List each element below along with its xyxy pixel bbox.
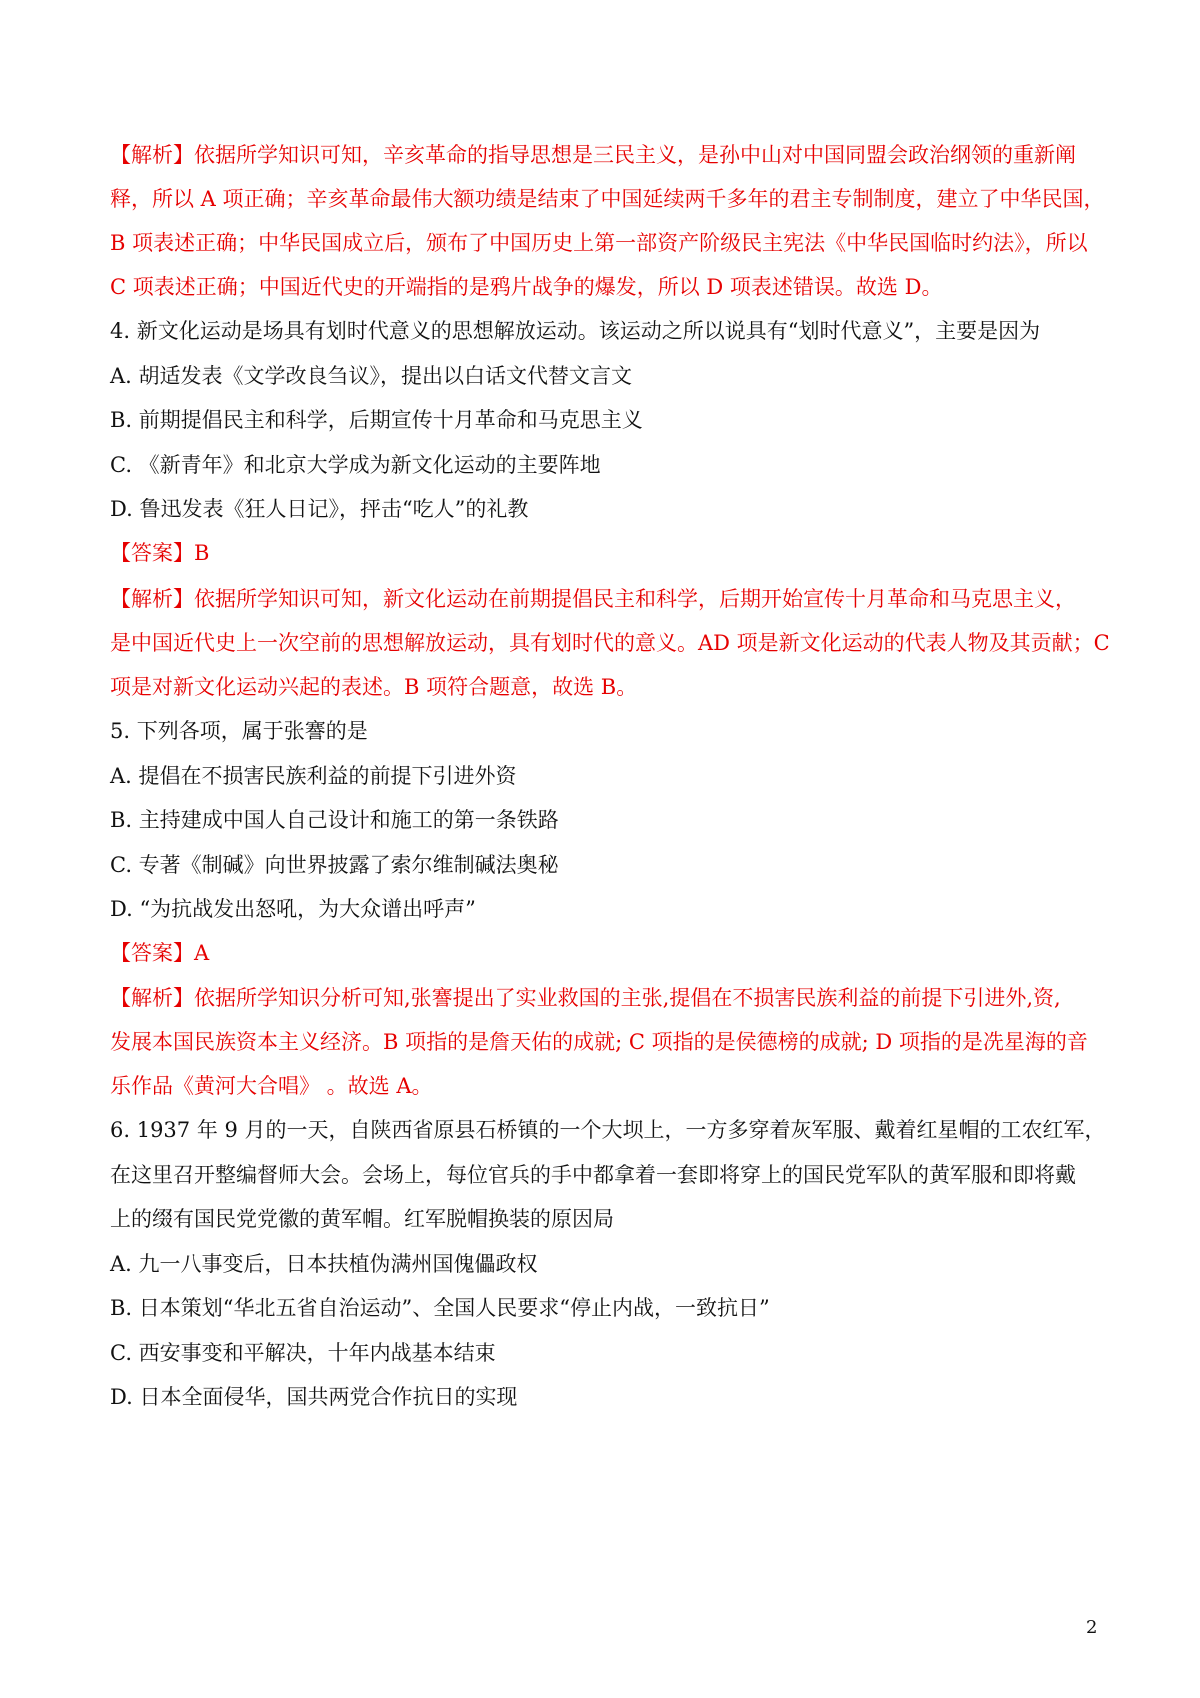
q3-analysis-line-3: B 项表述正确；中华民国成立后，颁布了中国历史上第一部资产阶级民主宪法《中华民国临时约法》，所以 bbox=[110, 231, 1088, 255]
page-number: 2 bbox=[1086, 1617, 1098, 1638]
analysis-text: 依据所学知识分析可知,张謇提出了实业救国的主张,提倡在不损害民族利益的前提下引进外,资, bbox=[194, 986, 1061, 1010]
q4-option-a: A. 胡适发表《文学改良刍议》，提出以白话文代替文言文 bbox=[110, 364, 633, 388]
analysis-text: 依据所学知识可知，辛亥革命的指导思想是三民主义，是孙中山对中国同盟会政治纲领的重新阐 bbox=[194, 143, 1076, 167]
q6-option-c: C. 西安事变和平解决，十年内战基本结束 bbox=[110, 1341, 496, 1365]
q5-stem: 5. 下列各项，属于张謇的是 bbox=[110, 719, 368, 743]
q6-stem-line-1: 6. 1937 年 9 月的一天，自陕西省原县石桥镇的一个大坝上，一方多穿着灰军服、戴着红星帽的工农红军， bbox=[110, 1118, 1106, 1142]
q6-option-d: D. 日本全面侵华，国共两党合作抗日的实现 bbox=[110, 1385, 518, 1409]
answer-value: B bbox=[194, 541, 210, 565]
q5-answer bbox=[110, 938, 209, 968]
q6-option-a: A. 九一八事变后，日本扶植伪满州国傀儡政权 bbox=[110, 1252, 538, 1276]
q4-analysis-line-1 bbox=[110, 584, 1076, 614]
q3-analysis-line-2: 释，所以 A 项正确；辛亥革命最伟大额功绩是结束了中国延续两千多年的君主专制制度，建立了中华民国， bbox=[110, 187, 1105, 211]
q3-analysis-line-1 bbox=[110, 140, 1076, 170]
q5-option-c: C. 专著《制碱》向世界披露了索尔维制碱法奥秘 bbox=[110, 853, 559, 877]
q6-stem-line-3: 上的缀有国民党党徽的黄军帽。红军脱帽换装的原因局 bbox=[110, 1207, 614, 1231]
analysis-tag: 【解析】 bbox=[110, 986, 194, 1010]
q4-analysis-line-3: 项是对新文化运动兴起的表述。B 项符合题意，故选 B。 bbox=[110, 675, 638, 699]
answer-tag: 【答案】 bbox=[110, 941, 194, 965]
analysis-tag: 【解析】 bbox=[110, 587, 194, 611]
q5-option-a: A. 提倡在不损害民族利益的前提下引进外资 bbox=[110, 764, 517, 788]
answer-value: A bbox=[194, 941, 210, 965]
q4-answer bbox=[110, 538, 209, 568]
q5-analysis-line-3: 乐作品《黄河大合唱》 。故选 A。 bbox=[110, 1074, 433, 1098]
q6-option-b: B. 日本策划“华北五省自治运动”、全国人民要求“停止内战，一致抗日” bbox=[110, 1296, 770, 1320]
q5-analysis-line-1 bbox=[110, 983, 1061, 1013]
analysis-tag: 【解析】 bbox=[110, 143, 194, 167]
q4-stem: 4. 新文化运动是场具有划时代意义的思想解放运动。该运动之所以说具有“划时代意义”，主要是因为 bbox=[110, 319, 1041, 343]
q5-option-d: D. “为抗战发出怒吼，为大众谱出呼声” bbox=[110, 897, 476, 921]
q5-analysis-line-2: 发展本国民族资本主义经济。B 项指的是詹天佑的成就; C 项指的是侯德榜的成就; D 项指的是冼星海的音 bbox=[110, 1030, 1088, 1054]
answer-tag: 【答案】 bbox=[110, 541, 194, 565]
q4-option-b: B. 前期提倡民主和科学，后期宣传十月革命和马克思主义 bbox=[110, 408, 643, 432]
q5-option-b: B. 主持建成中国人自己设计和施工的第一条铁路 bbox=[110, 808, 559, 832]
q4-option-c: C. 《新青年》和北京大学成为新文化运动的主要阵地 bbox=[110, 453, 601, 477]
q4-option-d: D. 鲁迅发表《狂人日记》，抨击“吃人”的礼教 bbox=[110, 497, 529, 521]
q3-analysis-line-4: C 项表述正确；中国近代史的开端指的是鸦片战争的爆发，所以 D 项表述错误。故选 D。 bbox=[110, 275, 943, 299]
q6-stem-line-2: 在这里召开整编督师大会。会场上，每位官兵的手中都拿着一套即将穿上的国民党军队的黄军服和即将戴 bbox=[110, 1163, 1076, 1187]
q4-analysis-line-2: 是中国近代史上一次空前的思想解放运动，具有划时代的意义。AD 项是新文化运动的代表人物及其贡献；C bbox=[110, 631, 1110, 655]
analysis-text: 依据所学知识可知，新文化运动在前期提倡民主和科学，后期开始宣传十月革命和马克思主义， bbox=[194, 587, 1076, 611]
